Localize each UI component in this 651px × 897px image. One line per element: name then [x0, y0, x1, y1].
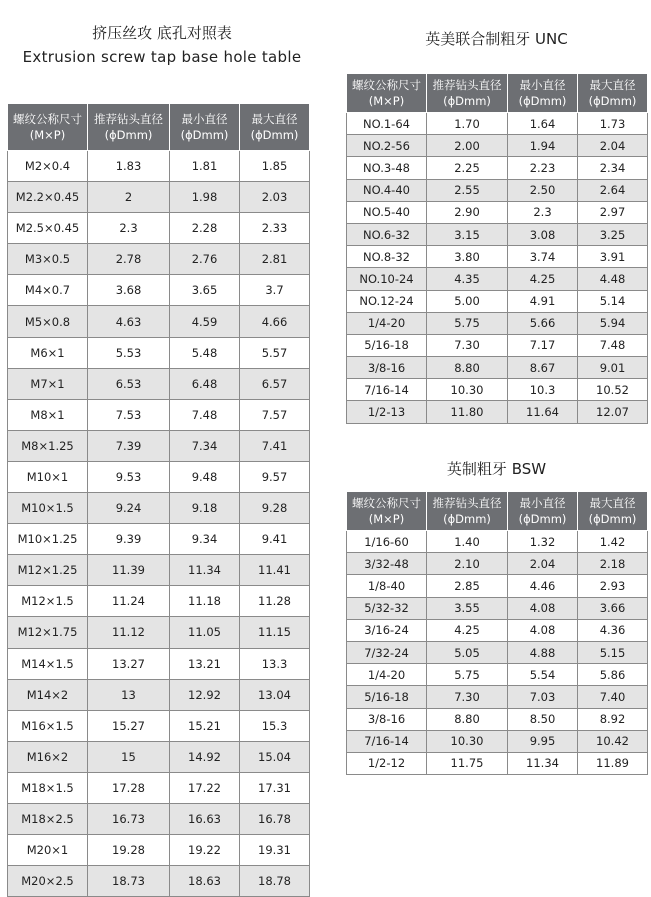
table-row	[347, 113, 648, 135]
cell-thread-size: M12×1.25	[8, 555, 88, 586]
cell-thread-size: M14×2	[8, 679, 88, 710]
cell-drill-diameter: 2.00	[427, 135, 508, 157]
table-row	[347, 290, 648, 312]
cell-drill-diameter: 2.25	[427, 157, 508, 179]
header-text-line: 最小直径	[519, 496, 566, 510]
header-min-diameter	[170, 104, 240, 151]
cell-drill-diameter: 2.55	[427, 179, 508, 201]
cell-drill-diameter: 7.30	[427, 334, 508, 356]
cell-drill-diameter: 4.35	[427, 268, 508, 290]
cell-drill-diameter: 11.39	[88, 555, 170, 586]
cell-drill-diameter: 15.27	[88, 710, 170, 741]
table-row	[347, 334, 648, 356]
cell-drill-diameter: 10.30	[427, 730, 508, 752]
cell-min-diameter: 3.74	[508, 246, 578, 268]
cell-max-diameter: 16.78	[240, 803, 310, 834]
header-text-line: (ϕDmm)	[443, 512, 491, 526]
cell-thread-size: M8×1.25	[8, 430, 88, 461]
cell-thread-size: 3/8-16	[347, 708, 427, 730]
cell-drill-diameter: 10.30	[427, 379, 508, 401]
cell-max-diameter: 6.57	[240, 368, 310, 399]
header-text-line: (M×P)	[368, 512, 405, 526]
cell-drill-diameter: 11.24	[88, 586, 170, 617]
cell-max-diameter: 11.28	[240, 586, 310, 617]
cell-thread-size: M5×0.8	[8, 306, 88, 337]
cell-drill-diameter: 13.27	[88, 648, 170, 679]
header-text-line: (ϕDmm)	[180, 128, 229, 142]
cell-min-diameter: 6.48	[170, 368, 240, 399]
table-row	[8, 586, 310, 617]
cell-max-diameter: 9.01	[578, 357, 648, 379]
cell-drill-diameter: 11.12	[88, 617, 170, 648]
header-text-line: 最大直径	[589, 78, 636, 92]
cell-min-diameter: 5.54	[508, 664, 578, 686]
table-header-row	[347, 74, 648, 113]
header-text-line: 最大直径	[251, 112, 298, 126]
cell-thread-size: NO.4-40	[347, 179, 427, 201]
table-row	[347, 664, 648, 686]
cell-min-diameter: 11.34	[508, 752, 578, 774]
cell-max-diameter: 2.97	[578, 201, 648, 223]
table-row	[347, 730, 648, 752]
table-row	[347, 531, 648, 553]
cell-max-diameter: 13.3	[240, 648, 310, 679]
cell-min-diameter: 1.94	[508, 135, 578, 157]
cell-drill-diameter: 2.85	[427, 575, 508, 597]
cell-drill-diameter: 4.25	[427, 619, 508, 641]
cell-min-diameter: 11.05	[170, 617, 240, 648]
cell-thread-size: NO.5-40	[347, 201, 427, 223]
cell-min-diameter: 8.67	[508, 357, 578, 379]
table-row	[347, 686, 648, 708]
cell-min-diameter: 9.48	[170, 461, 240, 492]
bsw-table	[346, 491, 648, 775]
table-row	[8, 866, 310, 897]
cell-thread-size: NO.3-48	[347, 157, 427, 179]
table-row	[8, 151, 310, 182]
cell-min-diameter: 3.08	[508, 223, 578, 245]
cell-drill-diameter: 5.75	[427, 664, 508, 686]
cell-drill-diameter: 18.73	[88, 866, 170, 897]
cell-thread-size: 5/16-18	[347, 334, 427, 356]
table-row	[347, 357, 648, 379]
cell-drill-diameter: 8.80	[427, 708, 508, 730]
table-row	[8, 617, 310, 648]
cell-thread-size: M20×1	[8, 835, 88, 866]
cell-thread-size: M7×1	[8, 368, 88, 399]
cell-max-diameter: 3.91	[578, 246, 648, 268]
cell-min-diameter: 7.48	[170, 399, 240, 430]
cell-thread-size: NO.12-24	[347, 290, 427, 312]
header-text-line: (M×P)	[368, 94, 405, 108]
cell-min-diameter: 11.64	[508, 401, 578, 423]
header-max-diameter	[578, 74, 648, 113]
cell-max-diameter: 10.42	[578, 730, 648, 752]
cell-drill-diameter: 1.83	[88, 151, 170, 182]
table-row	[8, 337, 310, 368]
cell-min-diameter: 2.3	[508, 201, 578, 223]
cell-max-diameter: 1.73	[578, 113, 648, 135]
header-text-line: 螺纹公称尺寸	[352, 496, 421, 510]
header-max-diameter	[240, 104, 310, 151]
table-row	[347, 597, 648, 619]
header-text-line: 推荐钻头直径	[94, 112, 163, 126]
cell-drill-diameter: 17.28	[88, 772, 170, 803]
cell-min-diameter: 15.21	[170, 710, 240, 741]
cell-max-diameter: 7.41	[240, 430, 310, 461]
cell-max-diameter: 5.14	[578, 290, 648, 312]
cell-max-diameter: 8.92	[578, 708, 648, 730]
cell-thread-size: 3/16-24	[347, 619, 427, 641]
header-drill-diameter	[88, 104, 170, 151]
cell-max-diameter: 11.41	[240, 555, 310, 586]
cell-drill-diameter: 5.53	[88, 337, 170, 368]
cell-min-diameter: 4.46	[508, 575, 578, 597]
table-row	[347, 201, 648, 223]
cell-max-diameter: 3.66	[578, 597, 648, 619]
cell-max-diameter: 7.57	[240, 399, 310, 430]
cell-drill-diameter: 4.63	[88, 306, 170, 337]
cell-drill-diameter: 2.3	[88, 213, 170, 244]
cell-thread-size: NO.6-32	[347, 223, 427, 245]
cell-min-diameter: 19.22	[170, 835, 240, 866]
cell-thread-size: 3/8-16	[347, 357, 427, 379]
table-row	[8, 710, 310, 741]
cell-max-diameter: 10.52	[578, 379, 648, 401]
header-text-line: 螺纹公称尺寸	[13, 112, 82, 126]
cell-thread-size: M12×1.5	[8, 586, 88, 617]
cell-drill-diameter: 8.80	[427, 357, 508, 379]
cell-thread-size: NO.10-24	[347, 268, 427, 290]
cell-min-diameter: 2.04	[508, 553, 578, 575]
table-row	[347, 268, 648, 290]
cell-drill-diameter: 11.80	[427, 401, 508, 423]
cell-thread-size: 1/2-12	[347, 752, 427, 774]
cell-min-diameter: 17.22	[170, 772, 240, 803]
table-row	[8, 803, 310, 834]
table-row	[347, 708, 648, 730]
cell-drill-diameter: 9.24	[88, 493, 170, 524]
table-row	[347, 752, 648, 774]
header-text-line: 最大直径	[589, 496, 636, 510]
table-row	[8, 368, 310, 399]
table-row	[8, 275, 310, 306]
cell-min-diameter: 4.08	[508, 619, 578, 641]
cell-thread-size: 5/32-32	[347, 597, 427, 619]
cell-min-diameter: 7.03	[508, 686, 578, 708]
cell-min-diameter: 2.76	[170, 244, 240, 275]
unc-table	[346, 73, 648, 424]
cell-drill-diameter: 2.10	[427, 553, 508, 575]
cell-drill-diameter: 2	[88, 182, 170, 213]
cell-thread-size: 3/32-48	[347, 553, 427, 575]
cell-max-diameter: 19.31	[240, 835, 310, 866]
cell-max-diameter: 4.66	[240, 306, 310, 337]
cell-thread-size: NO.2-56	[347, 135, 427, 157]
table-row	[8, 306, 310, 337]
cell-max-diameter: 17.31	[240, 772, 310, 803]
header-max-diameter	[578, 492, 648, 531]
cell-thread-size: M6×1	[8, 337, 88, 368]
cell-min-diameter: 12.92	[170, 679, 240, 710]
table-row	[8, 182, 310, 213]
table-row	[8, 555, 310, 586]
table-row	[8, 399, 310, 430]
header-text-line: (ϕDmm)	[588, 94, 637, 108]
cell-drill-diameter: 9.39	[88, 524, 170, 555]
cell-max-diameter: 5.86	[578, 664, 648, 686]
header-thread-size	[8, 104, 88, 151]
cell-min-diameter: 13.21	[170, 648, 240, 679]
table-row	[347, 575, 648, 597]
cell-drill-diameter: 5.05	[427, 641, 508, 663]
table-row	[347, 553, 648, 575]
cell-thread-size: 7/16-14	[347, 379, 427, 401]
left-title-en: Extrusion screw tap base hole table	[22, 48, 302, 66]
cell-drill-diameter: 1.70	[427, 113, 508, 135]
cell-min-diameter: 2.23	[508, 157, 578, 179]
cell-max-diameter: 7.40	[578, 686, 648, 708]
cell-max-diameter: 12.07	[578, 401, 648, 423]
cell-min-diameter: 4.59	[170, 306, 240, 337]
header-text-line: (ϕDmm)	[588, 512, 637, 526]
cell-max-diameter: 4.36	[578, 619, 648, 641]
cell-thread-size: 7/16-14	[347, 730, 427, 752]
cell-thread-size: M12×1.75	[8, 617, 88, 648]
cell-drill-diameter: 6.53	[88, 368, 170, 399]
table-row	[8, 244, 310, 275]
cell-thread-size: NO.8-32	[347, 246, 427, 268]
table-row	[347, 401, 648, 423]
cell-thread-size: 1/4-20	[347, 312, 427, 334]
header-min-diameter	[508, 492, 578, 531]
cell-max-diameter: 9.41	[240, 524, 310, 555]
cell-thread-size: M16×2	[8, 741, 88, 772]
header-thread-size	[347, 74, 427, 113]
cell-max-diameter: 15.04	[240, 741, 310, 772]
table-row	[347, 246, 648, 268]
table-row	[8, 430, 310, 461]
header-text-line: (ϕDmm)	[104, 128, 153, 142]
cell-thread-size: 1/16-60	[347, 531, 427, 553]
cell-drill-diameter: 11.75	[427, 752, 508, 774]
cell-max-diameter: 5.15	[578, 641, 648, 663]
cell-thread-size: M10×1.25	[8, 524, 88, 555]
cell-thread-size: M2×0.4	[8, 151, 88, 182]
cell-min-diameter: 7.34	[170, 430, 240, 461]
cell-min-diameter: 9.18	[170, 493, 240, 524]
header-text-line: 螺纹公称尺寸	[352, 78, 421, 92]
table-row	[347, 379, 648, 401]
table-row	[8, 493, 310, 524]
header-text-line: 推荐钻头直径	[432, 78, 502, 92]
cell-min-diameter: 4.25	[508, 268, 578, 290]
cell-max-diameter: 5.94	[578, 312, 648, 334]
header-text-line: (M×P)	[29, 128, 66, 142]
cell-min-diameter: 11.18	[170, 586, 240, 617]
cell-max-diameter: 13.04	[240, 679, 310, 710]
table-row	[347, 135, 648, 157]
cell-max-diameter: 2.64	[578, 179, 648, 201]
cell-min-diameter: 4.91	[508, 290, 578, 312]
cell-max-diameter: 2.81	[240, 244, 310, 275]
table-header-row	[8, 104, 310, 151]
cell-thread-size: 1/4-20	[347, 664, 427, 686]
cell-thread-size: M2.5×0.45	[8, 213, 88, 244]
cell-drill-diameter: 9.53	[88, 461, 170, 492]
cell-drill-diameter: 16.73	[88, 803, 170, 834]
cell-drill-diameter: 15	[88, 741, 170, 772]
table-row	[347, 619, 648, 641]
cell-thread-size: 7/32-24	[347, 641, 427, 663]
cell-drill-diameter: 7.39	[88, 430, 170, 461]
cell-drill-diameter: 5.00	[427, 290, 508, 312]
header-text-line: 最小直径	[519, 78, 566, 92]
cell-min-diameter: 16.63	[170, 803, 240, 834]
header-text-line: (ϕDmm)	[250, 128, 299, 142]
cell-thread-size: M20×2.5	[8, 866, 88, 897]
cell-drill-diameter: 1.40	[427, 531, 508, 553]
header-thread-size	[347, 492, 427, 531]
cell-min-diameter: 9.95	[508, 730, 578, 752]
cell-min-diameter: 7.17	[508, 334, 578, 356]
cell-max-diameter: 3.25	[578, 223, 648, 245]
table-row	[8, 679, 310, 710]
cell-min-diameter: 3.65	[170, 275, 240, 306]
table-row	[347, 179, 648, 201]
cell-thread-size: M10×1.5	[8, 493, 88, 524]
cell-drill-diameter: 2.90	[427, 201, 508, 223]
cell-drill-diameter: 19.28	[88, 835, 170, 866]
cell-thread-size: M14×1.5	[8, 648, 88, 679]
cell-max-diameter: 2.93	[578, 575, 648, 597]
table-row	[8, 213, 310, 244]
cell-drill-diameter: 13	[88, 679, 170, 710]
table-row	[8, 741, 310, 772]
cell-drill-diameter: 3.15	[427, 223, 508, 245]
cell-min-diameter: 2.28	[170, 213, 240, 244]
cell-min-diameter: 1.64	[508, 113, 578, 135]
cell-thread-size: NO.1-64	[347, 113, 427, 135]
table-row	[8, 461, 310, 492]
cell-min-diameter: 2.50	[508, 179, 578, 201]
cell-max-diameter: 1.42	[578, 531, 648, 553]
cell-thread-size: M10×1	[8, 461, 88, 492]
cell-max-diameter: 2.34	[578, 157, 648, 179]
cell-max-diameter: 4.48	[578, 268, 648, 290]
cell-min-diameter: 5.48	[170, 337, 240, 368]
cell-max-diameter: 1.85	[240, 151, 310, 182]
cell-thread-size: M2.2×0.45	[8, 182, 88, 213]
cell-drill-diameter: 5.75	[427, 312, 508, 334]
cell-thread-size: 5/16-18	[347, 686, 427, 708]
cell-max-diameter: 2.03	[240, 182, 310, 213]
cell-min-diameter: 5.66	[508, 312, 578, 334]
cell-drill-diameter: 7.53	[88, 399, 170, 430]
table-row	[347, 641, 648, 663]
cell-max-diameter: 9.28	[240, 493, 310, 524]
cell-min-diameter: 1.81	[170, 151, 240, 182]
cell-thread-size: M16×1.5	[8, 710, 88, 741]
cell-max-diameter: 11.15	[240, 617, 310, 648]
cell-drill-diameter: 3.80	[427, 246, 508, 268]
cell-drill-diameter: 3.55	[427, 597, 508, 619]
cell-max-diameter: 9.57	[240, 461, 310, 492]
cell-min-diameter: 1.98	[170, 182, 240, 213]
cell-thread-size: 1/2-13	[347, 401, 427, 423]
cell-min-diameter: 18.63	[170, 866, 240, 897]
table-row	[8, 648, 310, 679]
cell-max-diameter: 7.48	[578, 334, 648, 356]
table-row	[347, 157, 648, 179]
cell-drill-diameter: 3.68	[88, 275, 170, 306]
cell-max-diameter: 5.57	[240, 337, 310, 368]
table-row	[8, 524, 310, 555]
bsw-title: 英制粗牙 BSW	[446, 460, 547, 478]
cell-thread-size: 1/8-40	[347, 575, 427, 597]
cell-min-diameter: 10.3	[508, 379, 578, 401]
cell-min-diameter: 11.34	[170, 555, 240, 586]
cell-max-diameter: 3.7	[240, 275, 310, 306]
table-header-row	[347, 492, 648, 531]
cell-max-diameter: 11.89	[578, 752, 648, 774]
cell-min-diameter: 4.88	[508, 641, 578, 663]
cell-thread-size: M3×0.5	[8, 244, 88, 275]
header-text-line: 最小直径	[181, 112, 228, 126]
header-text-line: (ϕDmm)	[443, 94, 491, 108]
cell-thread-size: M4×0.7	[8, 275, 88, 306]
cell-drill-diameter: 7.30	[427, 686, 508, 708]
cell-min-diameter: 9.34	[170, 524, 240, 555]
left-title-cn: 挤压丝攻 底孔对照表	[92, 24, 232, 42]
header-drill-diameter	[427, 74, 508, 113]
header-text-line: 推荐钻头直径	[432, 496, 502, 510]
cell-max-diameter: 18.78	[240, 866, 310, 897]
cell-max-diameter: 15.3	[240, 710, 310, 741]
cell-min-diameter: 1.32	[508, 531, 578, 553]
cell-drill-diameter: 2.78	[88, 244, 170, 275]
table-row	[347, 223, 648, 245]
header-drill-diameter	[427, 492, 508, 531]
cell-max-diameter: 2.18	[578, 553, 648, 575]
cell-min-diameter: 14.92	[170, 741, 240, 772]
cell-min-diameter: 8.50	[508, 708, 578, 730]
table-row	[347, 312, 648, 334]
header-min-diameter	[508, 74, 578, 113]
cell-thread-size: M18×1.5	[8, 772, 88, 803]
cell-min-diameter: 4.08	[508, 597, 578, 619]
unc-title: 英美联合制粗牙 UNC	[425, 30, 568, 48]
table-row	[8, 835, 310, 866]
cell-thread-size: M8×1	[8, 399, 88, 430]
header-text-line: (ϕDmm)	[518, 94, 567, 108]
cell-thread-size: M18×2.5	[8, 803, 88, 834]
header-text-line: (ϕDmm)	[518, 512, 567, 526]
cell-max-diameter: 2.04	[578, 135, 648, 157]
extrusion-tap-table	[7, 103, 310, 897]
cell-max-diameter: 2.33	[240, 213, 310, 244]
